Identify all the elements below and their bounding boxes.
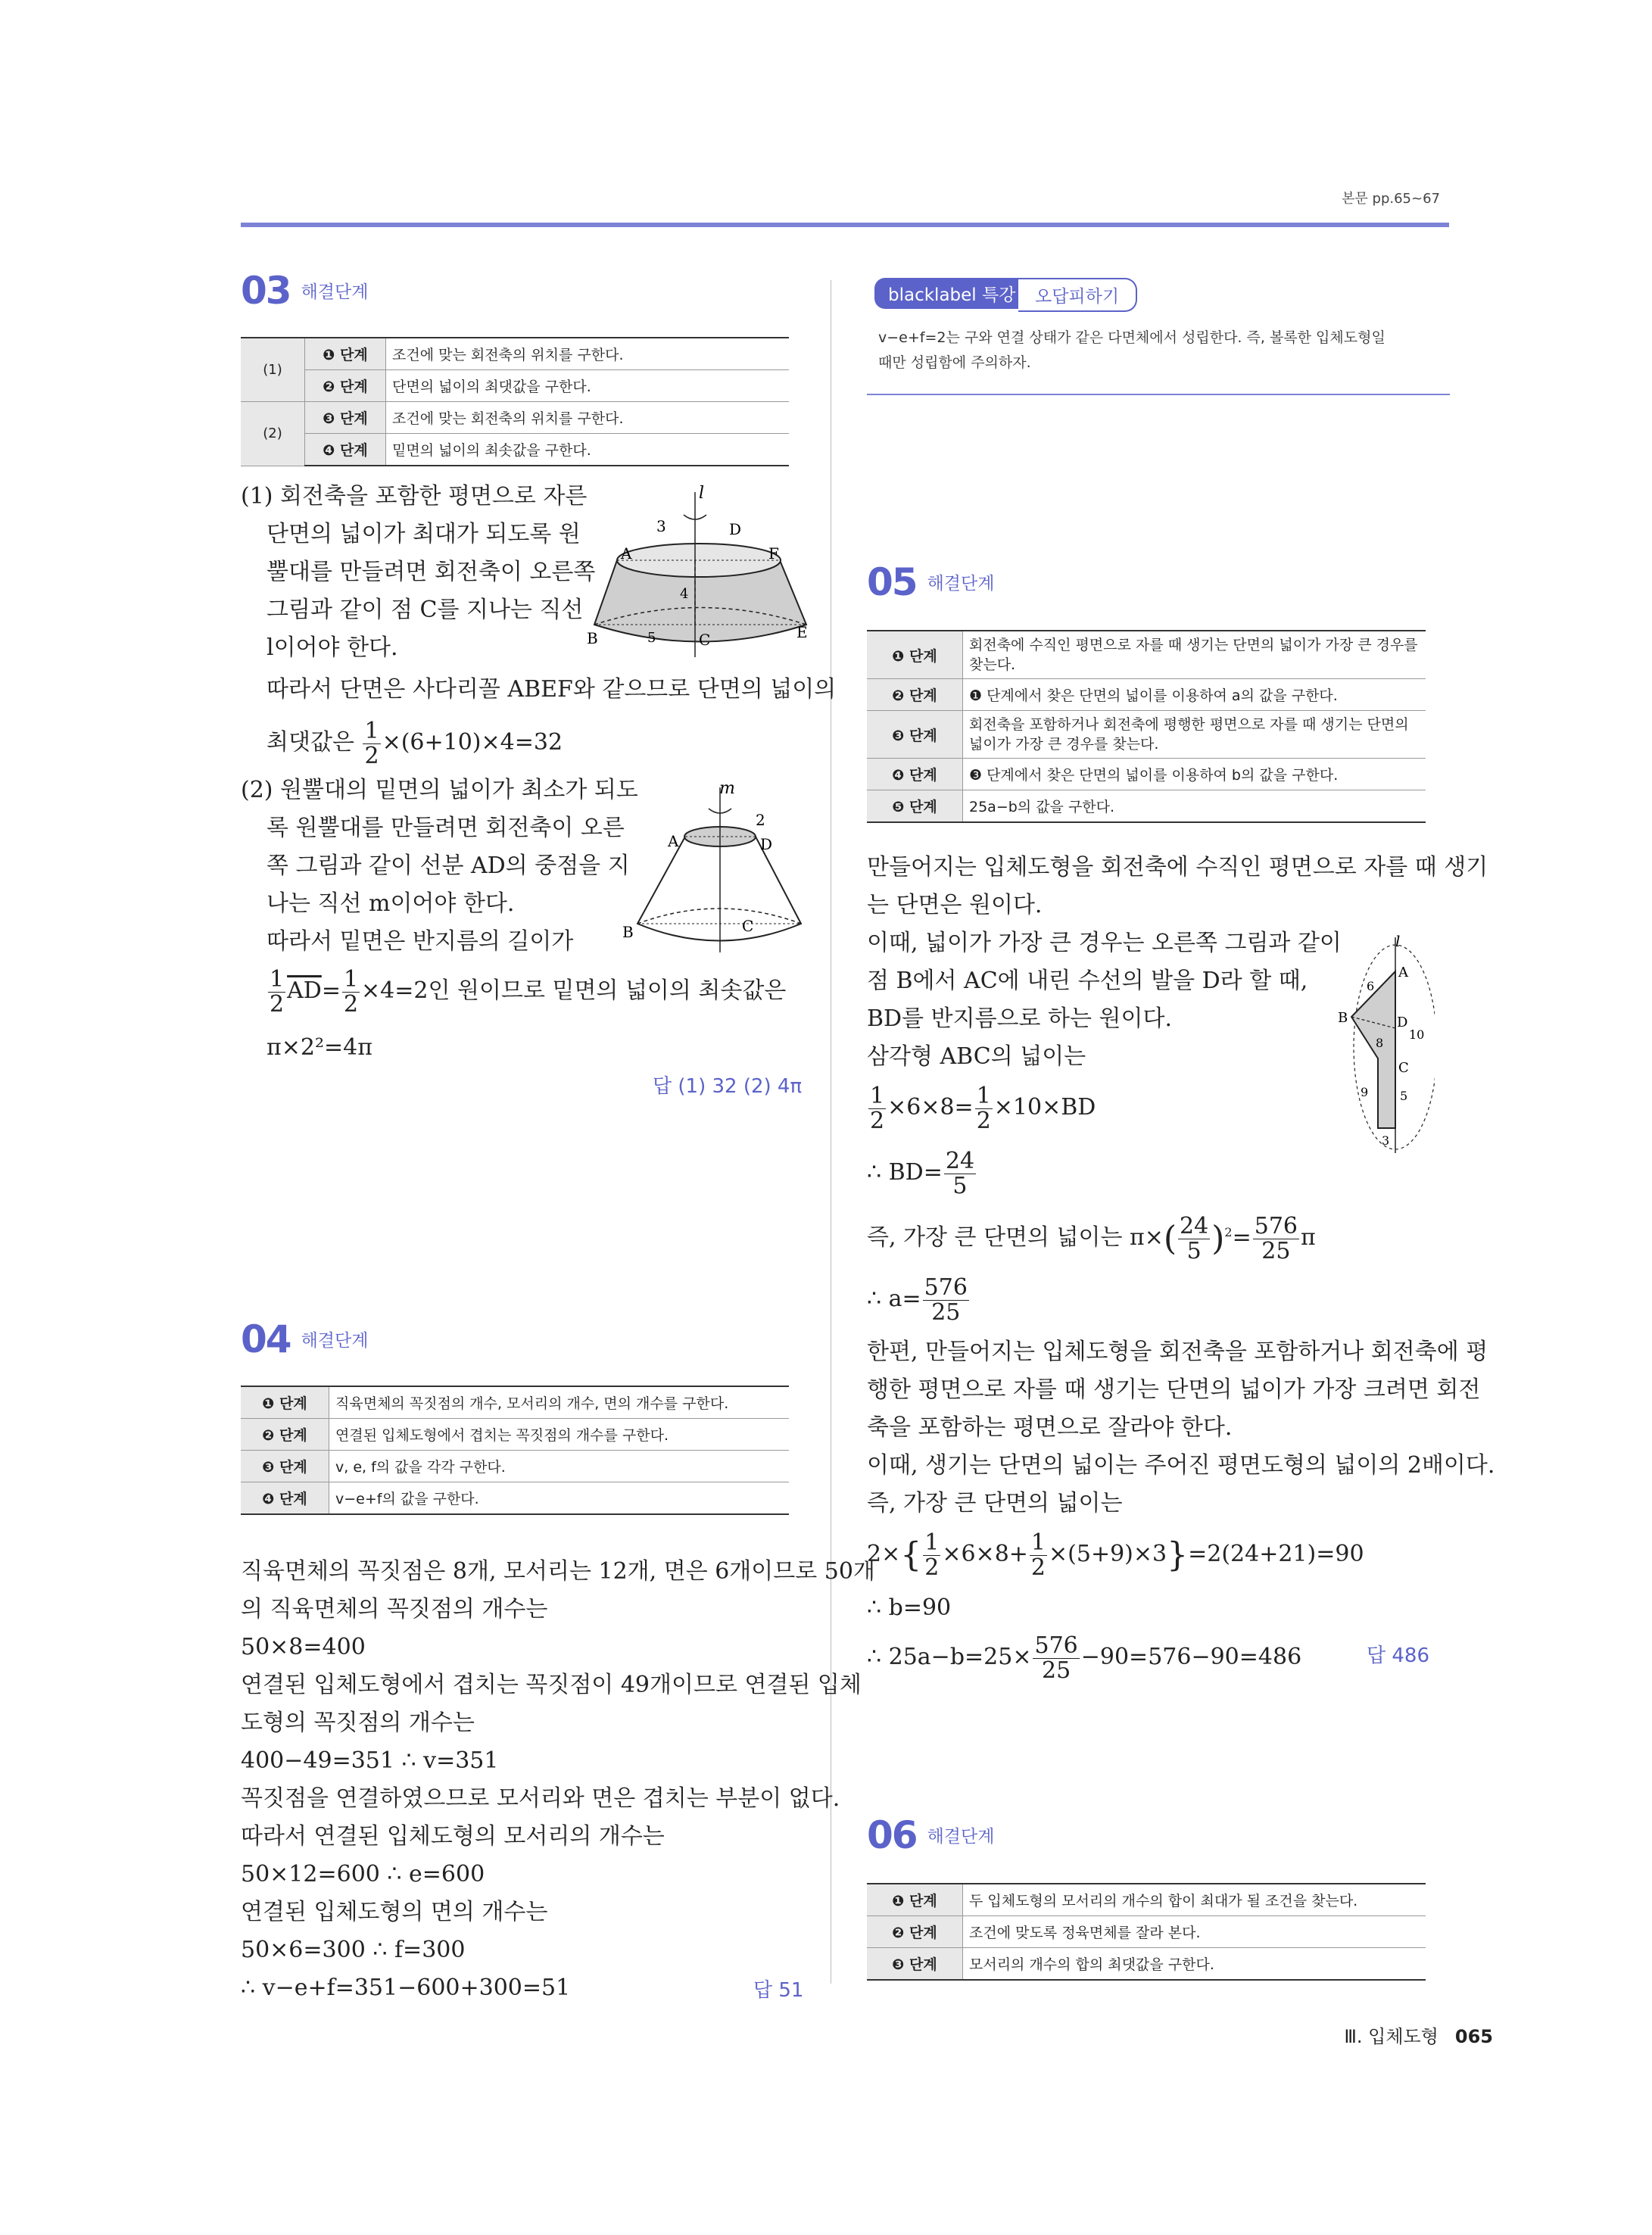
fraction [342, 968, 360, 1016]
section-number: 03 [241, 269, 291, 313]
page-reference: 본문 pp.65~67 [1342, 191, 1440, 207]
text-segment: ∴ a= [867, 1286, 921, 1312]
denominator: 2 [1030, 1554, 1046, 1581]
label-f: F [768, 544, 779, 563]
text-line: 의 직육면체의 꼭짓점의 개수는 [241, 1596, 548, 1622]
text-line: 50×6=300 ∴ f=300 [241, 1937, 466, 1963]
text-line: 50×8=400 [241, 1634, 366, 1660]
blacklabel-subtag: 오답피하기 [1018, 278, 1137, 312]
text-line: BD를 반지름으로 하는 원이다. [867, 1005, 1173, 1032]
fraction [1253, 1214, 1299, 1263]
denominator: 2 [976, 1107, 991, 1134]
label-5: 5 [1400, 1089, 1408, 1103]
section-tag: 해결단계 [301, 1331, 369, 1351]
section-06-heading [867, 1813, 994, 1857]
text-line: 즉, 가장 큰 단면의 넓이는 [867, 1490, 1123, 1516]
step-label: ❷ 단계 [305, 370, 386, 402]
step-label: ❷ 단계 [867, 1916, 963, 1948]
step-text: v−e+f의 값을 구한다. [329, 1482, 790, 1515]
denominator: 5 [952, 1172, 968, 1199]
text-line: π×2²=4π [267, 1034, 372, 1061]
text-line: 꼭짓점을 연결하였으므로 모서리와 면은 겹치는 부분이 없다. [241, 1785, 840, 1812]
step-label: ❶ 단계 [867, 1884, 963, 1916]
text-segment: 2× [867, 1541, 901, 1567]
text-segment: ×4=2인 원이므로 밑면의 넓이의 최솟값은 [361, 977, 787, 1004]
step-label: ❸ 단계 [305, 402, 386, 434]
label-9: 9 [1361, 1085, 1369, 1099]
fraction [868, 1084, 886, 1133]
table-row [241, 1419, 789, 1451]
label-d: D [1397, 1015, 1408, 1030]
formula-line [867, 1276, 971, 1324]
fraction [1030, 1531, 1047, 1579]
text-segment: 최댓값은 [267, 729, 354, 756]
label-6: 6 [1367, 979, 1375, 993]
fraction [268, 968, 285, 1016]
denominator: 2 [924, 1554, 940, 1581]
denominator: 2 [364, 742, 379, 769]
text-segment: = [321, 977, 341, 1004]
blacklabel-text [878, 326, 1438, 376]
frustum-side [637, 837, 801, 941]
label-b: B [587, 629, 598, 647]
table-row [241, 402, 789, 434]
text-line: ∴ b=90 [867, 1594, 952, 1621]
numerator: 1 [870, 1083, 885, 1109]
fraction [363, 719, 380, 768]
formula-line [267, 968, 786, 1016]
table-row [867, 711, 1426, 759]
section-06-steps-table [867, 1883, 1426, 1981]
label-a: A [621, 544, 632, 563]
numerator: 24 [1180, 1213, 1209, 1239]
section-03-steps-table [241, 337, 789, 466]
exponent: 2 [1224, 1225, 1233, 1239]
section-number: 05 [867, 560, 917, 604]
numerator: 1 [343, 966, 359, 993]
text-line: 따라서 단면은 사다리꼴 ABEF와 같으므로 단면의 넓이의 [267, 676, 837, 703]
text-line: 400−49=351 ∴ v=351 [241, 1747, 499, 1774]
text-line: 행한 평면으로 자를 때 생기는 단면의 넓이가 가장 크려면 회전 [867, 1376, 1481, 1403]
label-d: D [760, 835, 773, 853]
text-line: 따라서 연결된 입체도형의 모서리의 개수는 [241, 1823, 665, 1850]
text-segment: ×6×8+ [942, 1541, 1028, 1567]
step-text: 연결된 입체도형에서 겹치는 꼭짓점의 개수를 구한다. [329, 1419, 790, 1451]
label-c: C [1398, 1060, 1409, 1076]
table-row [867, 759, 1426, 790]
text-segment: ×(6+10)×4=32 [382, 729, 563, 756]
step-text: 조건에 맞는 회전축의 위치를 구한다. [386, 402, 790, 434]
step-text: ❸ 단계에서 찾은 단면의 넓이를 이용하여 b의 값을 구한다. [963, 759, 1426, 790]
label-8: 8 [1376, 1036, 1384, 1050]
text-line: 는 단면은 원이다. [867, 892, 1043, 918]
step-text: 직육면체의 꼭짓점의 개수, 모서리의 개수, 면의 개수를 구한다. [329, 1386, 790, 1419]
text-line: 뿔대를 만들려면 회전축이 오른쪽 [267, 559, 596, 585]
text-segment: ∴ BD= [867, 1159, 943, 1186]
step-text: 회전축에 수직인 평면으로 자를 때 생기는 단면의 넓이가 가장 큰 경우를 찾는다. [963, 631, 1426, 679]
step-text: v, e, f의 값을 각각 구한다. [329, 1451, 790, 1482]
text-line: 축을 포함하는 평면으로 잘라야 한다. [867, 1414, 1233, 1441]
text-line: 만들어지는 입체도형을 회전축에 수직인 평면으로 자를 때 생기 [867, 854, 1488, 881]
shaded-shape [1351, 971, 1395, 1128]
denominator: 25 [1042, 1657, 1071, 1684]
formula-line [267, 719, 563, 768]
step-text: 조건에 맞는 회전축의 위치를 구한다. [386, 338, 790, 370]
numerator: 1 [1030, 1529, 1046, 1556]
section-tag: 해결단계 [927, 574, 995, 594]
table-row [867, 679, 1426, 711]
label-a: A [668, 832, 679, 850]
step-label: ❶ 단계 [867, 631, 963, 679]
text-segment: ×6×8= [887, 1094, 974, 1121]
section-tag: 해결단계 [927, 1827, 995, 1847]
step-text: 회전축을 포함하거나 회전축에 평행한 평면으로 자를 때 생기는 단면의 넓이가 가장 큰 경우를 찾는다. [963, 711, 1426, 759]
text-line: 따라서 밑면은 반지름의 길이가 [267, 928, 574, 955]
numerator: 1 [364, 718, 379, 744]
step-label: ❸ 단계 [241, 1451, 329, 1482]
denominator: 2 [270, 990, 285, 1018]
text-line: 록 원뿔대를 만들려면 회전축이 오른 [267, 815, 625, 841]
pi-symbol: π [1301, 1224, 1316, 1251]
text-segment: 즉, 가장 큰 단면의 넓이는 π× [867, 1224, 1164, 1251]
table-row [241, 1482, 789, 1515]
label-l: l [699, 485, 705, 503]
table-row [241, 370, 789, 402]
label-l: l [1395, 932, 1401, 950]
blacklabel-rule [867, 394, 1450, 395]
step-label: ❶ 단계 [241, 1386, 329, 1419]
section-05-steps-table [867, 630, 1426, 823]
fraction [923, 1276, 969, 1324]
step-text: 두 입체도형의 모서리의 개수의 합이 최대가 될 조건을 찾는다. [963, 1884, 1426, 1916]
step-label: ❶ 단계 [305, 338, 386, 370]
frustum-figure-2 [621, 780, 818, 954]
group-cell: (2) [241, 402, 305, 466]
blacklabel-tag: blacklabel 특강 [874, 278, 1029, 309]
text-line: 그림과 같이 점 C를 지나는 직선 [267, 597, 584, 623]
label-4: 4 [680, 586, 689, 602]
answer: 답 (1) 32 (2) 4π [653, 1075, 803, 1098]
text-line: 한편, 만들어지는 입체도형을 회전축을 포함하거나 회전축에 평 [867, 1339, 1488, 1365]
text-segment: =2(24+21)=90 [1188, 1541, 1364, 1567]
table-row [241, 338, 789, 370]
label-10: 10 [1409, 1027, 1425, 1042]
denominator: 2 [343, 990, 359, 1018]
fraction [1033, 1634, 1079, 1682]
text-segment: ×(5+9)×3 [1049, 1541, 1167, 1567]
text-line: 직육면체의 꼭짓점은 8개, 모서리는 12개, 면은 6개이므로 50개 [241, 1558, 875, 1585]
step-label: ❹ 단계 [867, 759, 963, 790]
group-cell: (1) [241, 338, 305, 402]
formula-line [867, 1084, 1096, 1133]
fraction [944, 1149, 976, 1198]
text-line: 나는 직선 m이어야 한다. [267, 890, 515, 917]
step-text: 25a−b의 값을 구한다. [963, 790, 1426, 823]
table-row [867, 631, 1426, 679]
table-row [241, 434, 789, 466]
step-text: ❶ 단계에서 찾은 단면의 넓이를 이용하여 a의 값을 구한다. [963, 679, 1426, 711]
label-3: 3 [656, 517, 666, 535]
label-m: m [719, 780, 735, 798]
numerator: 576 [1034, 1632, 1078, 1659]
triangle-figure [1321, 930, 1435, 1157]
table-row [867, 1884, 1426, 1916]
formula-line: 즉, 가장 큰 단면의 넓이는 π×( $\frac{24}{5}$ )$^2$= $\frac{576}{25}$ π [867, 1213, 1316, 1264]
step-text: 모서리의 개수의 합의 최댓값을 구한다. [963, 1948, 1426, 1981]
label-a: A [1398, 965, 1408, 980]
step-label: ❷ 단계 [241, 1419, 329, 1451]
equals-sign: = [1232, 1224, 1251, 1251]
text-segment: ×10×BD [993, 1094, 1096, 1121]
page-number: 065 [1454, 2026, 1493, 2047]
text-line: 50×12=600 ∴ e=600 [241, 1861, 485, 1887]
header-rule [241, 223, 1449, 227]
step-label: ❺ 단계 [867, 790, 963, 823]
section-03-heading [241, 269, 368, 313]
answer: 답 51 [753, 1979, 804, 2002]
label-d: D [729, 520, 742, 538]
table-row [241, 1386, 789, 1419]
text-segment: −90=576−90=486 [1080, 1644, 1302, 1670]
formula-line [867, 1634, 1301, 1682]
section-04-heading [241, 1317, 368, 1361]
section-04-steps-table [241, 1386, 789, 1515]
frustum-figure-1 [587, 485, 814, 659]
text-line: 점 B에서 AC에 내린 수선의 발을 D라 할 때, [867, 968, 1308, 994]
text-line: 삼각형 ABC의 넓이는 [867, 1043, 1086, 1070]
text-line: 쪽 그림과 같이 선분 AD의 중점을 지 [267, 853, 630, 879]
table-row [241, 1451, 789, 1482]
step-label: ❷ 단계 [867, 679, 963, 711]
table-row [867, 1948, 1426, 1981]
step-text: 밑면의 넓이의 최솟값을 구한다. [386, 434, 790, 466]
segment-ad: $\overline{AD}$ [287, 977, 322, 1004]
step-text: 조건에 맞도록 정육면체를 잘라 본다. [963, 1916, 1426, 1948]
denominator: 5 [1186, 1237, 1202, 1264]
text-line: 연결된 입체도형의 면의 개수는 [241, 1899, 548, 1925]
table-row [867, 1916, 1426, 1948]
text-line: l이어야 한다. [267, 634, 398, 661]
step-label: ❹ 단계 [305, 434, 386, 466]
label-c: C [742, 917, 754, 935]
fraction [975, 1084, 993, 1133]
text-line: (1) 회전축을 포함한 평면으로 자른 [241, 483, 588, 510]
section-05-heading [867, 560, 994, 604]
table-row [867, 790, 1426, 823]
text-segment: ∴ 25a−b=25× [867, 1644, 1032, 1670]
text-line: 단면의 넓이가 최대가 되도록 원 [267, 521, 581, 547]
denominator: 2 [870, 1107, 885, 1134]
numerator: 1 [924, 1529, 940, 1556]
label-e: E [796, 623, 808, 641]
numerator: 24 [945, 1148, 975, 1174]
section-number: 06 [867, 1813, 917, 1857]
denominator: 25 [931, 1298, 961, 1326]
chapter-title: Ⅲ. 입체도형 [1344, 2026, 1438, 2047]
page-footer [1344, 2021, 1493, 2048]
step-label: ❸ 단계 [867, 711, 963, 759]
step-label: ❸ 단계 [867, 1948, 963, 1981]
step-label: ❹ 단계 [241, 1482, 329, 1515]
label-2: 2 [756, 811, 765, 829]
denominator: 25 [1261, 1237, 1291, 1264]
formula-line: 2×{ $\frac{1}{2}$ ×6×8+ $\frac{1}{2}$ ×(5+9)×3}=2(24+21)=90 [867, 1529, 1364, 1581]
formula-line [867, 1149, 977, 1198]
numerator: 576 [924, 1274, 968, 1301]
label-b: B [1338, 1010, 1348, 1026]
numerator: 1 [270, 966, 285, 993]
label-5: 5 [647, 630, 656, 646]
text-line: ∴ v−e+f=351−600+300=51 [241, 1975, 571, 2001]
section-number: 04 [241, 1317, 291, 1361]
fraction [923, 1531, 940, 1579]
numerator: 576 [1254, 1213, 1298, 1239]
text-line: 이때, 넓이가 가장 큰 경우는 오른쪽 그림과 같이 [867, 930, 1342, 956]
label-c: C [699, 631, 711, 649]
fraction [1178, 1214, 1210, 1263]
label-3: 3 [1382, 1133, 1390, 1148]
step-text: 단면의 넓이의 최댓값을 구한다. [386, 370, 790, 402]
section-tag: 해결단계 [301, 282, 369, 302]
label-b: B [622, 923, 634, 941]
answer: 답 486 [1367, 1644, 1430, 1667]
numerator: 1 [976, 1083, 991, 1109]
text-line: 이때, 생기는 단면의 넓이는 주어진 평면도형의 넓이의 2배이다. [867, 1452, 1495, 1479]
text-line: 도형의 꼭짓점의 개수는 [241, 1710, 475, 1736]
text-line: 연결된 입체도형에서 겹치는 꼭짓점이 49개이므로 연결된 입체 [241, 1672, 862, 1698]
text-line: 때만 성립함에 주의하자. [878, 354, 1031, 371]
text-line: (2) 원뿔대의 밑면의 넓이가 최소가 되도 [241, 777, 638, 803]
text-line: v−e+f=2는 구와 연결 상태가 같은 다면체에서 성립한다. 즉, 볼록한 입체도형일 [878, 329, 1385, 346]
